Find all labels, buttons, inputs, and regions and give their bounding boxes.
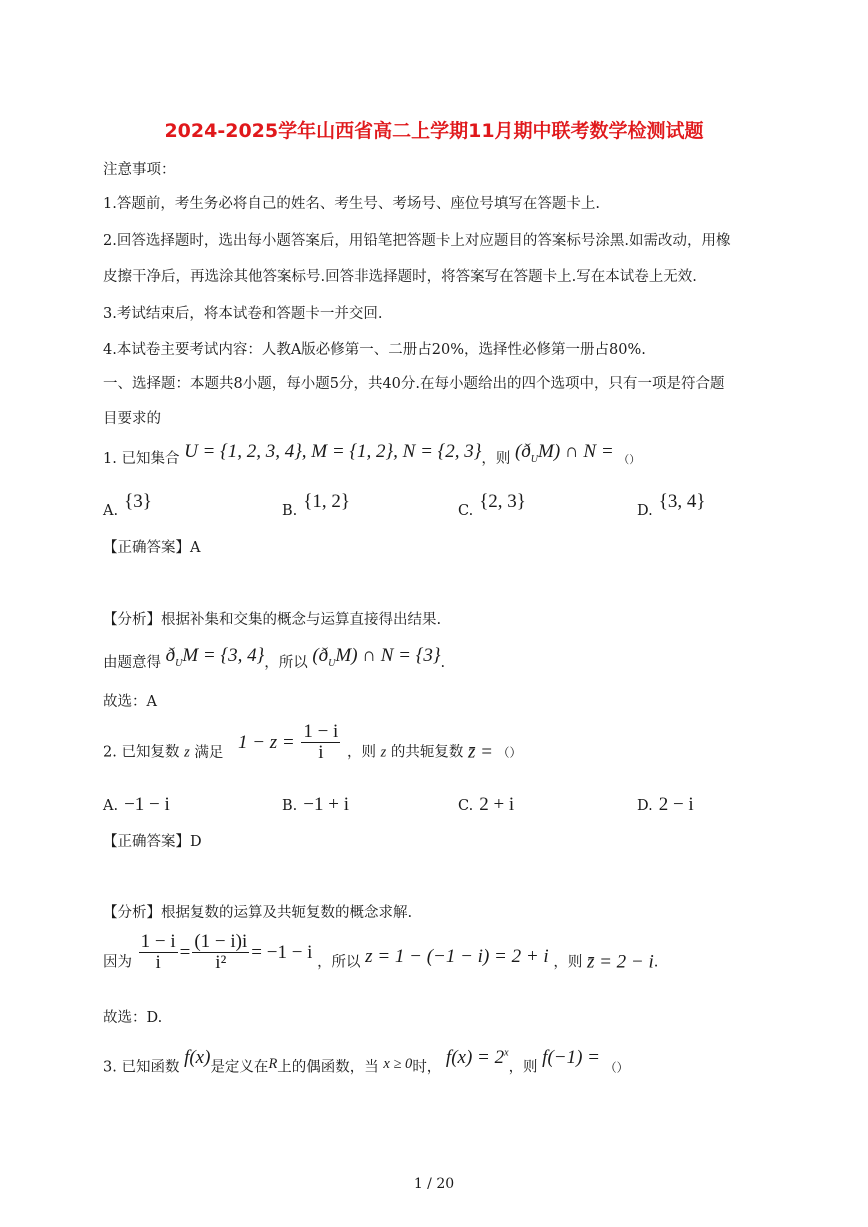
q1-option-d: D. {3, 4}	[637, 491, 706, 519]
question-3: 3. 已知函数 f(x)是定义在R上的偶函数，当 x ≥ 0时， $f(x) = 2^x$，则 f(−1) = （）	[103, 1047, 629, 1076]
section-heading-cont: 目要求的	[103, 411, 161, 427]
q1-solution: 由题意得 $ð_UM = \{3$, 4}，所以 $(ð_UM)$ ∩ N = {3}.	[103, 645, 446, 671]
q2-option-a: A. −1 − i	[103, 794, 170, 815]
notice-4: 4.本试卷主要考试内容：人教A版必修第一、二册占20%，选择性必修第一册占80%.	[103, 342, 646, 358]
q1-paren: （）	[618, 453, 641, 466]
q1-choice: 故选：A	[103, 694, 157, 710]
q1-sets: U = {1, 2, 3, 4}, M = {1, 2}, N = {2, 3}	[184, 441, 482, 462]
q2-answer: 【正确答案】D	[103, 834, 202, 850]
q1-solution-complement: $ð_UM = \{3$, 4}	[165, 645, 265, 669]
q1-option-b: B. {1, 2}	[282, 491, 351, 519]
q2-solution-fraction-2: $\frac{(1 - i)i}{\text{i²}}$	[194, 931, 248, 973]
q2-conjugate: z̄ =	[467, 741, 493, 763]
q1-solution-result: $(ð_UM)$ ∩ N = {3}	[312, 645, 441, 669]
question-1	[103, 441, 641, 476]
page-number: 1 / 20	[413, 1176, 455, 1192]
q2-solution-zbar: z̄ = 2 − i	[586, 951, 654, 973]
q2-option-c: C. 2 + i	[458, 794, 515, 815]
q1-prefix: 1. 已知集合	[103, 451, 180, 467]
notice-2-cont: 皮擦干净后，再选涂其他答案标号.回答非选择题时，将答案写在答题卡上.写在本试卷上无效.	[103, 269, 697, 285]
notice-2: 2.回答选择题时，选出每小题答案后，用铅笔把答题卡上对应题目的答案标号涂黑.如需改动，用橡	[103, 233, 731, 249]
notice-3: 3.考试结束后，将本试卷和答题卡一并交回.	[103, 306, 383, 322]
q1-expression: $(ð_UM)$ ∩ N =	[514, 441, 614, 465]
q2-analysis: 【分析】根据复数的运算及共轭复数的概念求解.	[103, 905, 413, 921]
question-2: 2. 已知复数 z 满足 1 − z = $\frac{1 - i}{i}$ ，则 z 的共轭复数 z̄ = （）	[103, 721, 522, 763]
q3-definition: $f(x) = 2^x$	[445, 1047, 509, 1069]
q3-function: f(x)	[184, 1047, 211, 1069]
q2-solution: 因为 $\frac{1 - i}{i}$ = $\frac{(1 - i)i}{\text{i²}}$ = −1 − i ，所以 z = 1 − (−1 − i) = 2 + i ，则 z̄ = 2 − i.	[103, 931, 659, 973]
q2-option-b: B. −1 + i	[282, 794, 349, 815]
q2-choice: 故选：D.	[103, 1010, 163, 1026]
q2-solution-z: z = 1 − (−1 − i) = 2 + i	[365, 945, 549, 967]
q1-answer: 【正确答案】A	[103, 540, 201, 556]
q2-option-d: D. 2 − i	[637, 794, 694, 815]
document-title: 2024-2025学年山西省高二上学期11月期中联考数学检测试题	[164, 120, 704, 142]
section-heading: 一、选择题：本题共8小题，每小题5分，共40分.在每小题给出的四个选项中，只有一项是符合题	[103, 376, 725, 392]
q3-condition: x ≥ 0	[383, 1056, 413, 1073]
q1-analysis: 【分析】根据补集和交集的概念与运算直接得出结果.	[103, 612, 442, 628]
q1-option-a: A. {3}	[103, 491, 152, 519]
notice-1: 1.答题前，考生务必将自己的姓名、考生号、考场号、座位号填写在答题卡上.	[103, 196, 600, 212]
q3-ask: f(−1) =	[542, 1047, 600, 1069]
notice-heading: 注意事项：	[103, 162, 176, 178]
q2-fraction: $\frac{1 - i}{i}$	[303, 721, 339, 763]
q2-solution-fraction-1: $\frac{1 - i}{i}$	[140, 931, 176, 973]
q1-mid: ，则	[481, 451, 511, 467]
q2-equation-left: 1 − z =	[237, 731, 295, 753]
q1-option-c: C. {2, 3}	[458, 491, 526, 519]
